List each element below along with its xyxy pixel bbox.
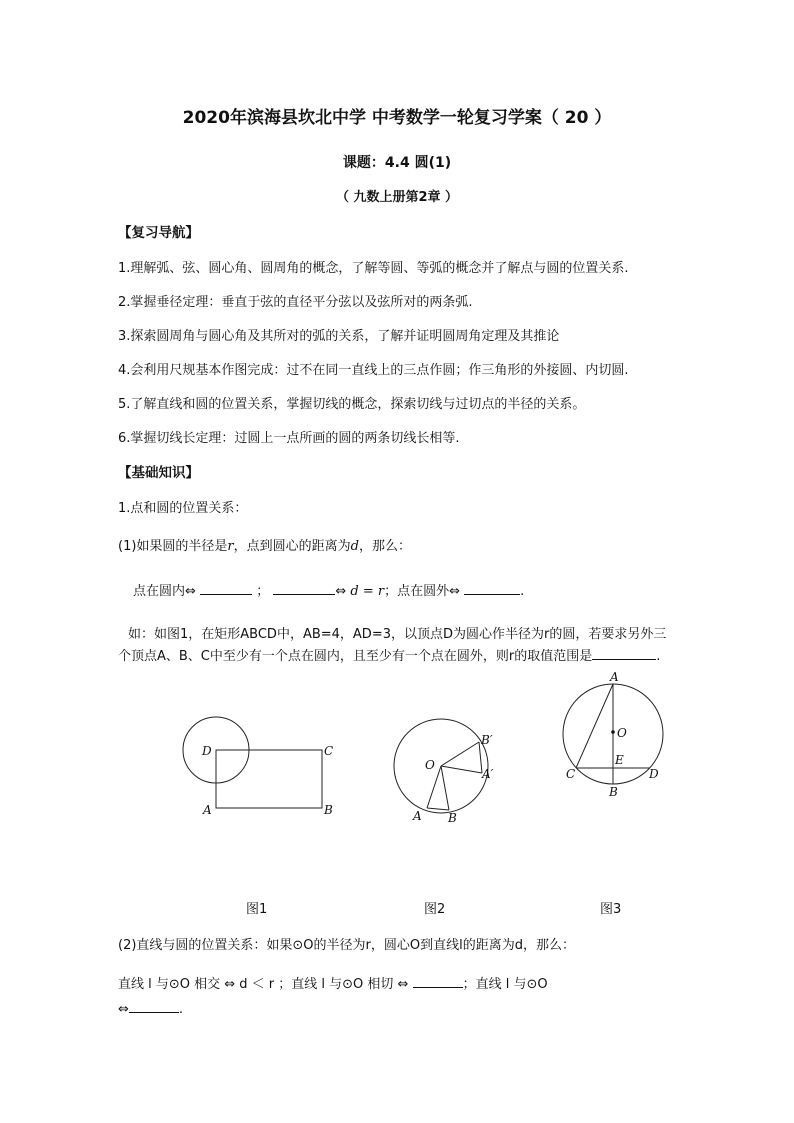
label-O: O [425, 758, 435, 772]
basics-heading: 【基础知识】 [118, 465, 199, 481]
label-C: C [324, 744, 334, 758]
line-circle-relations: 直线 l 与⊙O 相交 ⇔ d ＜ r ；直线 l 与⊙O 相切 ⇔ ；直线 l 与⊙O [118, 973, 548, 992]
label-A: A [203, 803, 212, 817]
example-problem: 如：如图1，在矩形ABCD中，AB=4，AD=3，以顶点D为圆心作半径为r的圆，若要求另外三个顶点A、B、C中至少有一个点在圆内，且至少有一个点在圆外，则r的取值范围是 . [118, 627, 667, 664]
review-item: 2.掌握垂径定理：垂直于弦的直径平分弦以及弦所对的两条弧. [118, 295, 473, 310]
textbook-scope: （ 九数上册第2章 ） [335, 190, 459, 205]
point-circle-relations: 点在圆内⇔ ； ⇔ d = r；点在圆外⇔ . [133, 580, 524, 599]
label-O: O [617, 726, 627, 740]
label-B-prime: B′ [481, 733, 493, 747]
question-2-intro: (2)直线与圆的位置关系：如果⊙O的半径为r，圆心O到直线l的距离为d，那么： [118, 938, 575, 953]
figure-1-rectangle-circle [170, 710, 350, 830]
figure-3-perpendicular-diameter [555, 668, 675, 804]
answer-blank[interactable] [200, 580, 252, 595]
page-title: 2020年滨海县坎北中学 中考数学一轮复习学案（ 20 ） [182, 108, 612, 128]
label-B: B [324, 803, 333, 817]
label-E: E [615, 753, 624, 767]
answer-blank[interactable] [129, 998, 179, 1013]
label-A: A [413, 809, 422, 823]
review-item: 6.掌握切线长定理：过圆上一点所画的圆的两条切线长相等. [118, 431, 460, 446]
label-B: B [609, 785, 618, 799]
review-item: 4.会利用尺规基本作图完成：过不在同一直线上的三点作圆；作三角形的外接圆、内切圆. [118, 363, 629, 378]
figure-1-caption: 图1 [246, 902, 268, 917]
answer-blank[interactable] [592, 645, 656, 660]
figure-2-caption: 图2 [424, 902, 446, 917]
label-C: C [566, 767, 576, 781]
review-item: 3.探索圆周角与圆心角及其所对的弧的关系，了解并证明圆周角定理及其推论 [118, 329, 560, 344]
figure-3-caption: 图3 [600, 902, 622, 917]
label-B: B [448, 811, 457, 825]
label-A: A [610, 670, 619, 684]
label-A-prime: A′ [482, 767, 494, 781]
review-guide-heading: 【复习导航】 [118, 225, 199, 241]
label-D: D [202, 744, 212, 758]
line-circle-relations-cont: ⇔ . [118, 998, 183, 1017]
lesson-topic: 课题：4.4 圆(1) [342, 155, 452, 171]
answer-blank[interactable] [273, 580, 335, 595]
label-D: D [649, 767, 659, 781]
basics-item-point-circle: 1.点和圆的位置关系： [118, 501, 248, 516]
figure-2-circle-rotation [385, 712, 505, 828]
review-item: 1.理解弧、弦、圆心角、圆周角的概念，了解等圆、等弧的概念并了解点与圆的位置关系. [118, 261, 629, 276]
answer-blank[interactable] [413, 973, 463, 988]
question-1-intro: (1)如果圆的半径是r，点到圆心的距离为d，那么： [118, 539, 411, 554]
review-item: 5.了解直线和圆的位置关系，掌握切线的概念，探索切线与过切点的半径的关系。 [118, 397, 586, 412]
answer-blank[interactable] [464, 580, 520, 595]
